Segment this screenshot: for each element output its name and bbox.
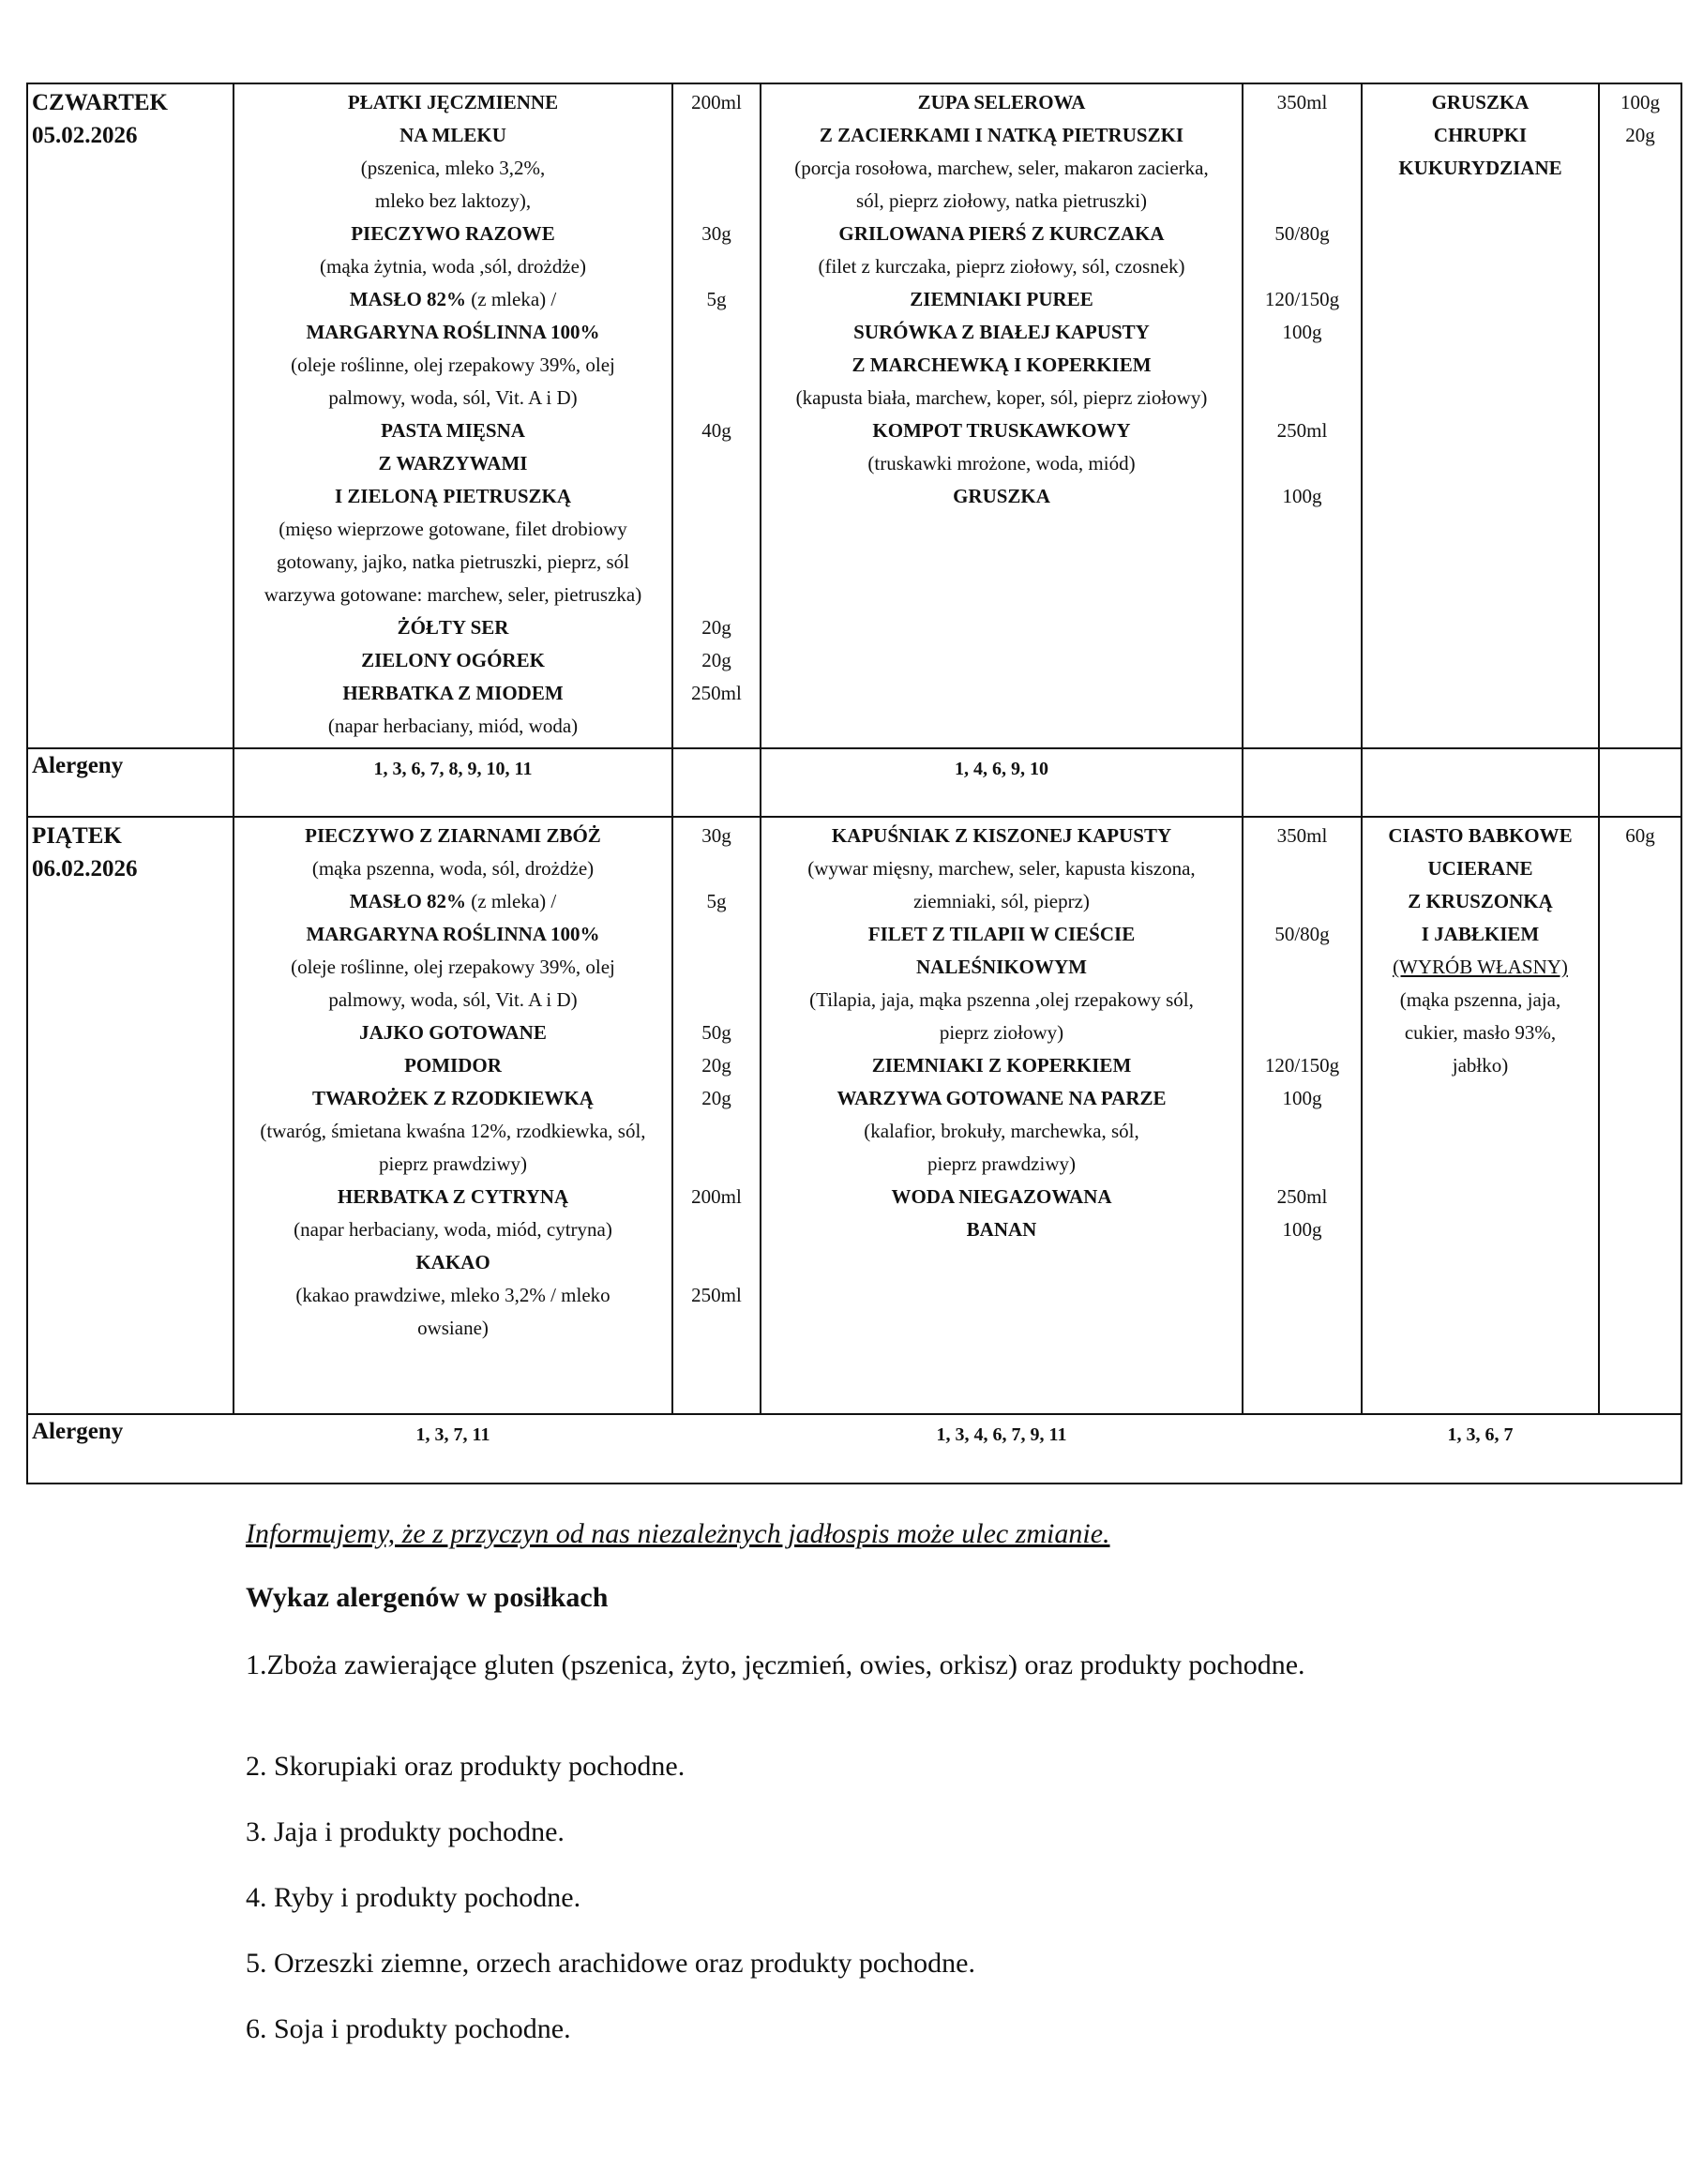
dish-ingredients: sól, pieprz ziołowy, natka pietruszki) (855, 189, 1148, 212)
portion-size (1600, 852, 1680, 885)
dish-name: KOMPOT TRUSKAWKOWY (872, 419, 1131, 442)
dish-name: KUKURYDZIANE (1398, 157, 1562, 179)
portion-size: 40g (701, 419, 731, 442)
lunch-dishes (761, 817, 1243, 1414)
allergens-label: Alergeny (27, 1414, 234, 1484)
dish-name: GRUSZKA (1431, 91, 1530, 113)
dish-ingredients: (kalafior, brokuły, marchewka, sól, (864, 1120, 1139, 1142)
dish-name: JAJKO GOTOWANE (359, 1021, 547, 1044)
dish-ingredients: (napar herbaciany, miód, woda) (327, 715, 579, 737)
dish-ingredients: (mąka pszenna, jaja, (1399, 988, 1561, 1011)
portion-size: 100g (1282, 1218, 1322, 1241)
empty-cell (672, 1414, 761, 1484)
portion-size (1243, 447, 1361, 480)
dish-ingredients: palmowy, woda, sól, Vit. A i D) (328, 988, 578, 1011)
day-cell (27, 817, 234, 1414)
dish-ingredients: (truskawki mrożone, woda, miód) (867, 452, 1136, 474)
portion-size (1243, 951, 1361, 984)
dish-ingredients: cukier, masło 93%, (1404, 1021, 1557, 1044)
portion-size (1600, 1017, 1680, 1049)
dish-name: PASTA MIĘSNA (381, 419, 525, 442)
dish-ingredients: (mięso wieprzowe gotowane, filet drobiowy (279, 518, 627, 540)
dish-ingredients: (oleje roślinne, olej rzepakowy 39%, olej (291, 956, 615, 978)
dish-ingredients: pieprz prawdziwy) (378, 1152, 527, 1175)
dish-name: Z KRUSZONKĄ (1408, 890, 1553, 912)
allergen-item: 3. Jaja i produkty pochodne. (246, 1816, 565, 1847)
dish-name: PIECZYWO RAZOWE (351, 222, 555, 245)
dish-name: Z MARCHEWKĄ I KOPERKIEM (852, 354, 1152, 376)
allergen-item: 4. Ryby i produkty pochodne. (246, 1882, 581, 1913)
dish-name: PIECZYWO Z ZIARNAMI ZBÓŻ (305, 824, 601, 847)
portion-size: 100g (1282, 485, 1322, 507)
portion-size: 350ml (1276, 824, 1328, 847)
breakfast-dishes (234, 817, 672, 1414)
breakfast-quantities (672, 817, 761, 1414)
dish-name: GRUSZKA (953, 485, 1050, 507)
portion-size (1243, 1115, 1361, 1148)
dish-ingredients: (porcja rosołowa, marchew, seler, makaron zacierka, (794, 157, 1209, 179)
friday-row (27, 817, 1681, 1414)
portion-size (1600, 1049, 1680, 1082)
portion-size (1243, 152, 1361, 185)
portion-size: 120/150g (1264, 1054, 1340, 1077)
portion-size (673, 546, 760, 579)
snack-quantities (1599, 83, 1681, 748)
dish-name: SURÓWKA Z BIAŁEJ KAPUSTY (853, 321, 1150, 343)
portion-size (1243, 349, 1361, 382)
dish-ingredients: warzywa gotowane: marchew, seler, pietruszka) (264, 583, 642, 606)
dish-name: HERBATKA Z MIODEM (342, 682, 564, 704)
portion-size: 30g (701, 222, 731, 245)
portion-size (673, 119, 760, 152)
dish-name: CHRUPKI (1433, 124, 1528, 146)
portion-size (1243, 1017, 1361, 1049)
portion-size (673, 250, 760, 283)
dish-name: MARGARYNA ROŚLINNA 100% (306, 923, 600, 945)
dish-ingredients: palmowy, woda, sól, Vit. A i D) (328, 386, 578, 409)
lunch-allergens: 1, 3, 4, 6, 7, 9, 11 (761, 1414, 1243, 1484)
portion-size: 50g (701, 1021, 731, 1044)
dish-ingredients: (kakao prawdziwe, mleko 3,2% / mleko (295, 1284, 610, 1306)
dish-name: I JABŁKIEM (1421, 923, 1540, 945)
dish-ingredients: (Tilapia, jaja, mąka pszenna ,olej rzepakowy sól, (809, 988, 1194, 1011)
empty-cell (1243, 1414, 1362, 1484)
allergen-item: 5. Orzeszki ziemne, orzech arachidowe oraz produkty pochodne. (246, 1948, 975, 1979)
friday-allergens-row (27, 1414, 1681, 1484)
dish-name: ZUPA SELEROWA (917, 91, 1086, 113)
snack-quantities (1599, 817, 1681, 1414)
breakfast-allergens: 1, 3, 6, 7, 8, 9, 10, 11 (234, 748, 672, 817)
dish-ingredients: (kapusta biała, marchew, koper, sól, pieprz ziołowy) (795, 386, 1208, 409)
portion-size (673, 1115, 760, 1148)
dish-ingredients: pieprz ziołowy) (939, 1021, 1064, 1044)
lunch-quantities (1243, 817, 1362, 1414)
dish-name: ZIELONY OGÓREK (361, 649, 545, 671)
dish-ingredients: (napar herbaciany, woda, miód, cytryna) (294, 1218, 612, 1241)
dish-name: TWAROŻEK Z RZODKIEWKĄ (312, 1087, 594, 1109)
portion-size: 20g (701, 1054, 731, 1077)
portion-size (673, 152, 760, 185)
dish-name: Z ZACIERKAMI I NATKĄ PIETRUSZKI (819, 124, 1184, 146)
portion-size: 200ml (691, 91, 742, 113)
portion-size: 50/80g (1274, 222, 1330, 245)
portion-size (1600, 984, 1680, 1017)
portion-size (673, 382, 760, 414)
portion-size: 20g (701, 1087, 731, 1109)
portion-size (1243, 382, 1361, 414)
portion-size (1243, 852, 1361, 885)
allergens-label: Alergeny (27, 748, 234, 817)
snack-dishes (1362, 817, 1599, 1414)
portion-size: 100g (1282, 1087, 1322, 1109)
portion-size: 200ml (691, 1185, 742, 1208)
breakfast-allergens: 1, 3, 7, 11 (234, 1414, 672, 1484)
portion-size: 20g (1625, 124, 1655, 146)
portion-size (673, 579, 760, 611)
portion-size: 5g (706, 288, 727, 310)
day-name: CZWARTEK (32, 90, 168, 115)
portion-size (673, 480, 760, 513)
lunch-dishes (761, 83, 1243, 748)
portion-size: 250ml (1276, 419, 1328, 442)
portion-size (673, 1148, 760, 1181)
portion-size (673, 316, 760, 349)
portion-size (1243, 984, 1361, 1017)
dish-ingredients: ziemniaki, sól, pieprz) (913, 890, 1090, 912)
portion-size: 60g (1625, 824, 1655, 847)
empty-cell (1599, 1414, 1681, 1484)
dish-ingredients: mleko bez laktozy), (374, 189, 532, 212)
dish-name: NA MLEKU (399, 124, 506, 146)
dish-name: BANAN (966, 1218, 1037, 1241)
portion-size (1243, 250, 1361, 283)
dish-ingredients: (oleje roślinne, olej rzepakowy 39%, olej (291, 354, 615, 376)
portion-size (673, 918, 760, 951)
portion-size (1600, 885, 1680, 918)
snack-allergens (1362, 748, 1599, 817)
breakfast-quantities (672, 83, 761, 748)
dish-ingredients: (wywar mięsny, marchew, seler, kapusta kiszona, (807, 857, 1196, 880)
portion-size (1243, 1148, 1361, 1181)
dish-name: I ZIELONĄ PIETRUSZKĄ (334, 485, 572, 507)
portion-size: 350ml (1276, 91, 1328, 113)
portion-size (1600, 918, 1680, 951)
dish-name: ŻÓŁTY SER (397, 616, 509, 639)
empty-cell (672, 748, 761, 817)
dish-ingredients: (mąka pszenna, woda, sól, drożdże) (311, 857, 595, 880)
portion-size (1600, 152, 1680, 185)
portion-size (1243, 119, 1361, 152)
change-notice: Informujemy, że z przyczyn od nas niezależnych jadłospis może ulec zmianie. (246, 1518, 1110, 1549)
dish-name: KAPUŚNIAK Z KISZONEJ KAPUSTY (831, 824, 1172, 847)
portion-size: 250ml (691, 682, 742, 704)
portion-size: 120/150g (1264, 288, 1340, 310)
dish-name: ZIEMNIAKI PUREE (910, 288, 1093, 310)
dish-name: PŁATKI JĘCZMIENNE (347, 91, 559, 113)
dish-ingredients: owsiane) (417, 1317, 489, 1339)
day-date: 06.02.2026 (32, 856, 138, 881)
dish-name: CIASTO BABKOWE (1388, 824, 1573, 847)
portion-size (673, 349, 760, 382)
portion-size: 5g (706, 890, 727, 912)
portion-size (673, 951, 760, 984)
dish-name: POMIDOR (404, 1054, 502, 1077)
dish-ingredients: jabłko) (1452, 1054, 1509, 1077)
portion-size: 250ml (1276, 1185, 1328, 1208)
dish-name: WODA NIEGAZOWANA (891, 1185, 1112, 1208)
dish-ingredients: (twaróg, śmietana kwaśna 12%, rzodkiewka, sól, (260, 1120, 646, 1142)
breakfast-dishes (234, 83, 672, 748)
dish-ingredients: (pszenica, mleko 3,2%, (360, 157, 546, 179)
portion-size: 30g (701, 824, 731, 847)
portion-size: 50/80g (1274, 923, 1330, 945)
portion-size (673, 1312, 760, 1345)
dish-ingredients: pieprz prawdziwy) (927, 1152, 1076, 1175)
dish-ingredients: (mąka żytnia, woda ,sól, drożdże) (320, 255, 586, 278)
dish-name: GRILOWANA PIERŚ Z KURCZAKA (838, 222, 1165, 245)
dish-ingredients: gotowany, jajko, natka pietruszki, pieprz, sól (277, 550, 629, 573)
lunch-quantities (1243, 83, 1362, 748)
portion-size (673, 984, 760, 1017)
portion-size: 100g (1620, 91, 1660, 113)
day-cell (27, 83, 234, 748)
day-date: 05.02.2026 (32, 123, 138, 148)
dish-name: MASŁO 82% (z mleka) / (349, 288, 557, 310)
portion-size: 250ml (691, 1284, 742, 1306)
snack-dishes (1362, 83, 1599, 748)
day-name: PIĄTEK (32, 823, 122, 849)
thursday-row (27, 83, 1681, 748)
dish-ingredients: (filet z kurczaka, pieprz ziołowy, sól, czosnek) (818, 255, 1185, 278)
menu-table (26, 83, 1682, 1484)
portion-size (1243, 885, 1361, 918)
portion-size (673, 1213, 760, 1246)
dish-name: WARZYWA GOTOWANE NA PARZE (836, 1087, 1167, 1109)
portion-size (673, 447, 760, 480)
dish-name: ZIEMNIAKI Z KOPERKIEM (871, 1054, 1132, 1077)
portion-size (673, 185, 760, 218)
portion-size (1600, 951, 1680, 984)
portion-size: 100g (1282, 321, 1322, 343)
empty-cell (1599, 748, 1681, 817)
allergen-item: 6. Soja i produkty pochodne. (246, 2013, 571, 2044)
dish-name: HERBATKA Z CYTRYNĄ (337, 1185, 569, 1208)
dish-name: MARGARYNA ROŚLINNA 100% (306, 321, 600, 343)
allergen-list-heading: Wykaz alergenów w posiłkach (246, 1582, 609, 1613)
portion-size: 20g (701, 616, 731, 639)
portion-size: 20g (701, 649, 731, 671)
portion-size (673, 710, 760, 743)
portion-size (673, 513, 760, 546)
allergen-item: 2. Skorupiaki oraz produkty pochodne. (246, 1751, 686, 1782)
lunch-allergens: 1, 4, 6, 9, 10 (761, 748, 1243, 817)
dish-name: FILET Z TILAPII W CIEŚCIE (867, 923, 1136, 945)
dish-name: NALEŚNIKOWYM (915, 956, 1088, 978)
dish-name: KAKAO (415, 1251, 490, 1273)
thursday-allergens-row (27, 748, 1681, 817)
snack-allergens: 1, 3, 6, 7 (1362, 1414, 1599, 1484)
dish-name: UCIERANE (1427, 857, 1533, 880)
portion-size (673, 1246, 760, 1279)
allergen-item: 1.Zboża zawierające gluten (pszenica, żyto, jęczmień, owies, orkisz) oraz produkty pochodne. (246, 1649, 1305, 1680)
dish-name: MASŁO 82% (z mleka) / (349, 890, 557, 912)
portion-size (673, 852, 760, 885)
portion-size (1243, 185, 1361, 218)
empty-cell (1243, 748, 1362, 817)
dish-name: Z WARZYWAMI (378, 452, 528, 474)
dish-ingredients: (WYRÓB WŁASNY) (1393, 956, 1568, 978)
